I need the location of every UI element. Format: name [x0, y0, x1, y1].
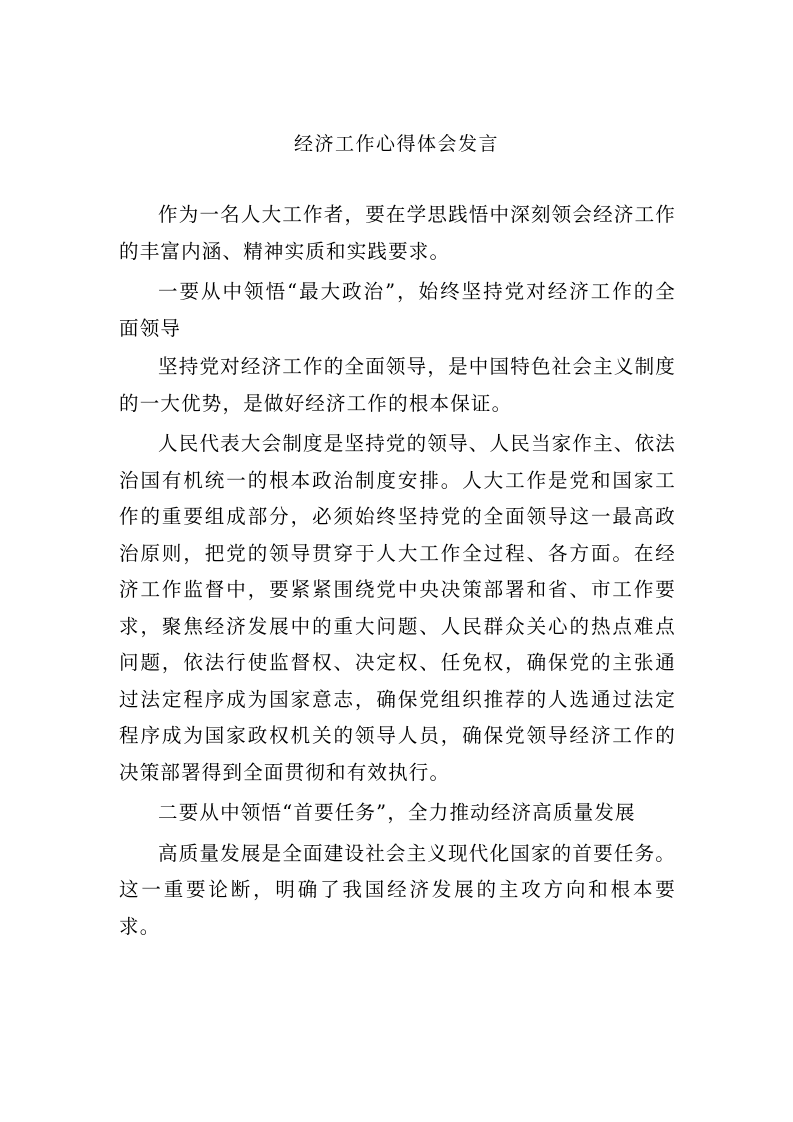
document-title: 经济工作心得体会发言: [293, 133, 499, 155]
paragraph-peoples-congress: 人民代表大会制度是坚持党的领导、人民当家作主、依法治国有机统一的根本政治制度安排。人大工作是党和国家工作的重要组成部分，必须始终坚持党的全面领导这一最高政治原则，把党的领导贯穿于人大工作全过程、各方面。在经济工作监督中，要紧紧围绕党中央决策部署和省、市工作要求，聚焦经济发展中的重大问题、人民群众关心的热点难点问题，依法行使监督权、决定权、任免权，确保党的主张通过法定程序成为国家意志，确保党组织推荐的人选通过法定程序成为国家政权机关的领导人员，确保党领导经济工作的决策部署得到全面贯彻和有效执行。: [119, 432, 676, 784]
paragraph-intro: 作为一名人大工作者，要在学思践悟中深刻领会经济工作的丰富内涵、精神实质和实践要求。: [119, 203, 676, 263]
section-heading-two: 二要从中领悟“首要任务”，全力推动经济高质量发展: [158, 801, 636, 824]
section-heading-one: 一要从中领悟“最大政治”，始终坚持党对经济工作的全面领导: [119, 280, 676, 340]
document-body: [119, 197, 676, 949]
paragraph-high-quality-development: 高质量发展是全面建设社会主义现代化国家的首要任务。这一重要论断，明确了我国经济发展的主攻方向和根本要求。: [119, 841, 676, 938]
paragraph-party-leadership: 坚持党对经济工作的全面领导，是中国特色社会主义制度的一大优势，是做好经济工作的根本保证。: [119, 355, 676, 415]
